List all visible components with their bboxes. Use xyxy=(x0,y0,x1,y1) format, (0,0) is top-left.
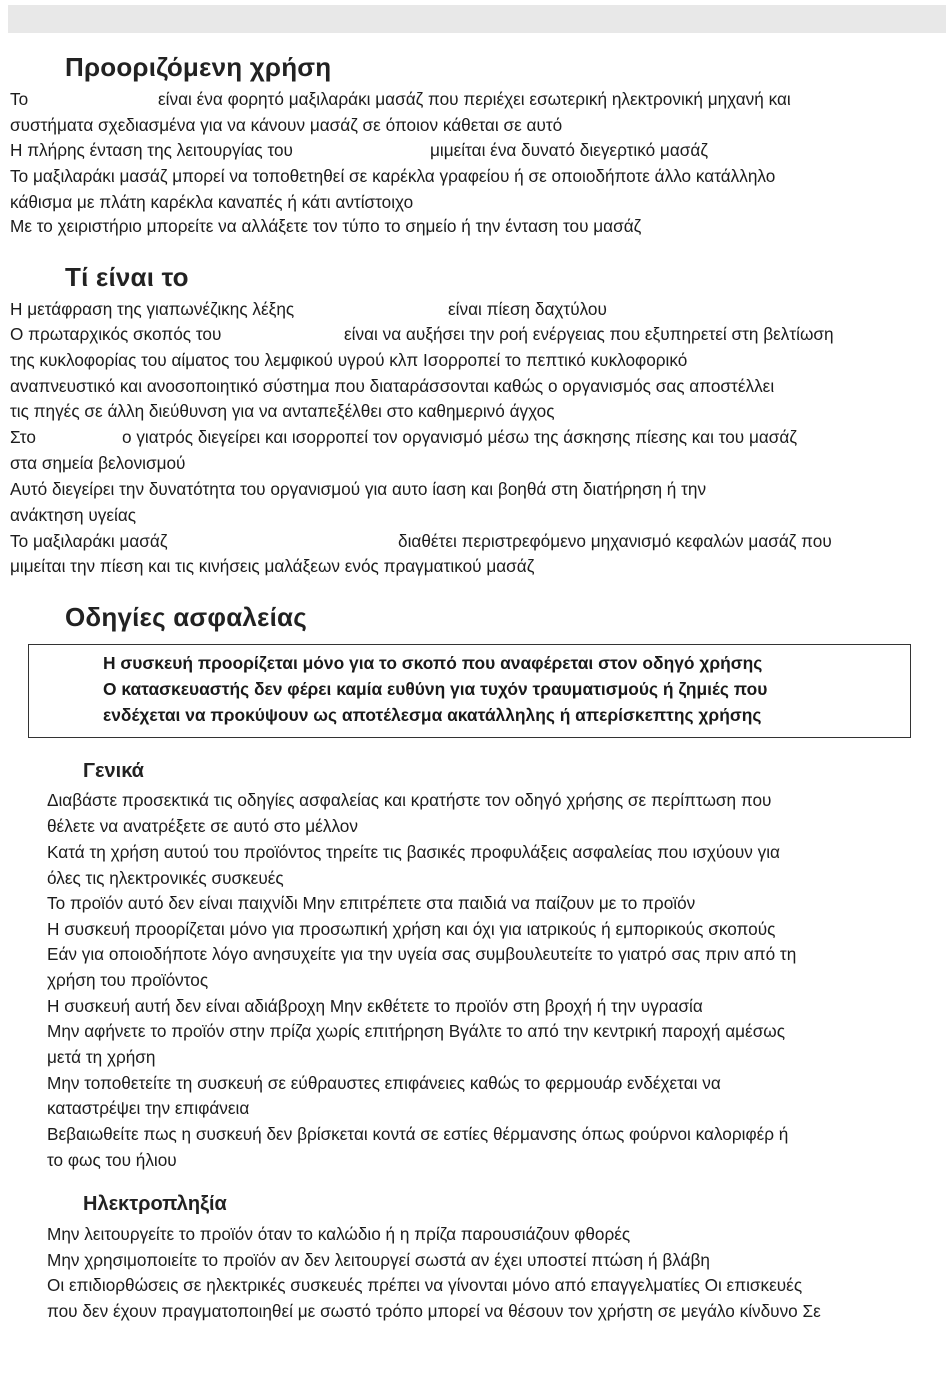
paragraph-line: τις πηγές σε άλλη διεύθυνση για να ανταπεξέλθει στο καθημερινό άγχος xyxy=(10,401,555,421)
paragraph-line: που δεν έχουν πραγματοποιηθεί με σωστό τρόπο μπορεί να θέσουν τον χρήστη σε μεγάλο κίνδυνο Σε xyxy=(47,1301,821,1321)
paragraph-line: κάθισμα με πλάτη καρέκλα καναπές ή κάτι αντίστοιχο xyxy=(10,192,414,212)
heading-general: Γενικά xyxy=(83,760,144,782)
paragraph-line: Μην τοποθετείτε τη συσκευή σε εύθραυστες επιφάνειες καθώς το φερμουάρ ενδέχεται να xyxy=(47,1073,721,1093)
heading-safety: Οδηγίες ασφαλείας xyxy=(65,602,307,632)
paragraph-line: Το προϊόν αυτό δεν είναι παιχνίδι Μην επιτρέπετε στα παιδιά να παίζουν με το προϊόν xyxy=(47,893,696,913)
paragraph-line: της κυκλοφορίας του αίματος του λεμφικού υγρού κλπ Ισορροπεί το πεπτικό κυκλοφορικό xyxy=(10,350,688,370)
paragraph-line: Αυτό διεγείρει την δυνατότητα του οργανισμού για αυτο ίαση και βοηθά στη διατήρηση ή την xyxy=(10,479,707,499)
paragraph-line: Στο xyxy=(10,427,36,447)
warning-line: ενδέχεται να προκύψουν ως αποτέλεσμα ακατάλληλης ή απερίσκεπτης χρήσης xyxy=(103,705,762,725)
paragraph-line: είναι να αυξήσει την ροή ενέργειας που εξυπηρετεί στη βελτίωση xyxy=(344,324,834,344)
paragraph-line: διαθέτει περιστρεφόμενο μηχανισμό κεφαλών μασάζ που xyxy=(398,531,832,551)
heading-intended-use: Προοριζόμενη χρήση xyxy=(65,52,332,82)
paragraph-line: Μην λειτουργείτε το προϊόν όταν το καλώδιο ή η πρίζα παρουσιάζουν φθορές xyxy=(47,1224,631,1244)
paragraph-line: Ο πρωταρχικός σκοπός του xyxy=(10,324,222,344)
paragraph-line: Το μαξιλαράκι μασάζ μπορεί να τοποθετηθεί σε καρέκλα γραφείου ή σε οποιοδήποτε άλλο κατάλληλο xyxy=(10,166,776,186)
paragraph-line: είναι ένα φορητό μαξιλαράκι μασάζ που περιέχει εσωτερική ηλεκτρονική μηχανή και xyxy=(158,89,791,109)
paragraph-line: είναι πίεση δαχτύλου xyxy=(448,299,607,319)
paragraph-line: χρήση του προϊόντος xyxy=(47,970,209,990)
paragraph-line: όλες τις ηλεκτρονικές συσκευές xyxy=(47,868,284,888)
heading-electric-shock: Ηλεκτροπληξία xyxy=(83,1193,227,1215)
paragraph-line: μιμείται την πίεση και τις κινήσεις μαλάξεων ενός πραγματικού μασάζ xyxy=(10,556,535,576)
paragraph-line: Η πλήρης ένταση της λειτουργίας του xyxy=(10,140,293,160)
paragraph-line: Η μετάφραση της γιαπωνέζικης λέξης xyxy=(10,299,295,319)
paragraph-line: καταστρέψει την επιφάνεια xyxy=(47,1098,250,1118)
warning-line: Η συσκευή προορίζεται μόνο για το σκοπό που αναφέρεται στον οδηγό χρήσης xyxy=(103,653,763,673)
paragraph-line: Μην αφήνετε το προϊόν στην πρίζα χωρίς επιτήρηση Βγάλτε το από την κεντρική παροχή αμέσως xyxy=(47,1021,786,1041)
paragraph-line: Μην χρησιμοποιείτε το προϊόν αν δεν λειτουργεί σωστά αν έχει υποστεί πτώση ή βλάβη xyxy=(47,1250,710,1270)
paragraph-line: Κατά τη χρήση αυτού του προϊόντος τηρείτε τις βασικές προφυλάξεις ασφαλείας που ισχύουν για xyxy=(47,842,780,862)
paragraph-line: Η συσκευή αυτή δεν είναι αδιάβροχη Μην εκθέτετε το προϊόν στη βροχή ή την υγρασία xyxy=(47,996,703,1016)
paragraph-line: Οι επιδιορθώσεις σε ηλεκτρικές συσκευές πρέπει να γίνονται μόνο από επαγγελματίες Οι επισκευές xyxy=(47,1275,803,1295)
heading-what-is: Τί είναι το xyxy=(65,262,189,292)
paragraph-line: θέλετε να ανατρέξετε σε αυτό στο μέλλον xyxy=(47,816,358,836)
paragraph-line: συστήματα σχεδιασμένα για να κάνουν μασάζ σε όποιον κάθεται σε αυτό xyxy=(10,115,563,135)
paragraph-line: Εάν για οποιοδήποτε λόγο ανησυχείτε για την υγεία σας συμβουλευτείτε το γιατρό σας πριν από τη xyxy=(47,944,797,964)
paragraph-line: το φως του ήλιου xyxy=(47,1150,177,1170)
paragraph-line: αναπνευστικό και ανοσοποιητικό σύστημα που διαταράσσονται καθώς ο οργανισμός σας αποστέλλει xyxy=(10,376,775,396)
paragraph-line: Το μαξιλαράκι μασάζ xyxy=(10,531,168,551)
paragraph-line: Η συσκευή προορίζεται μόνο για προσωπική χρήση και όχι για ιατρικούς ή εμπορικούς σκοπούς xyxy=(47,919,776,939)
paragraph-line: στα σημεία βελονισμού xyxy=(10,453,186,473)
paragraph-line: ο γιατρός διεγείρει και ισορροπεί τον οργανισμό μέσω της άσκησης πίεσης και του μασάζ xyxy=(122,427,797,447)
paragraph-line: Με το χειριστήριο μπορείτε να αλλάξετε τον τύπο το σημείο ή την ένταση του μασάζ xyxy=(10,216,642,236)
paragraph-line: ανάκτηση υγείας xyxy=(10,505,137,525)
paragraph-line: μετά τη χρήση xyxy=(47,1047,156,1067)
paragraph-line: Το xyxy=(10,89,29,109)
paragraph-line: μιμείται ένα δυνατό διεγερτικό μασάζ xyxy=(430,140,708,160)
top-gray-bar xyxy=(8,5,946,33)
paragraph-line: Διαβάστε προσεκτικά τις οδηγίες ασφαλείας και κρατήστε τον οδηγό χρήσης σε περίπτωση που xyxy=(47,790,772,810)
warning-line: Ο κατασκευαστής δεν φέρει καμία ευθύνη για τυχόν τραυματισμούς ή ζημιές που xyxy=(103,679,768,699)
paragraph-line: Βεβαιωθείτε πως η συσκευή δεν βρίσκεται κοντά σε εστίες θέρμανσης όπως φούρνοι καλοριφέρ ή xyxy=(47,1124,789,1144)
